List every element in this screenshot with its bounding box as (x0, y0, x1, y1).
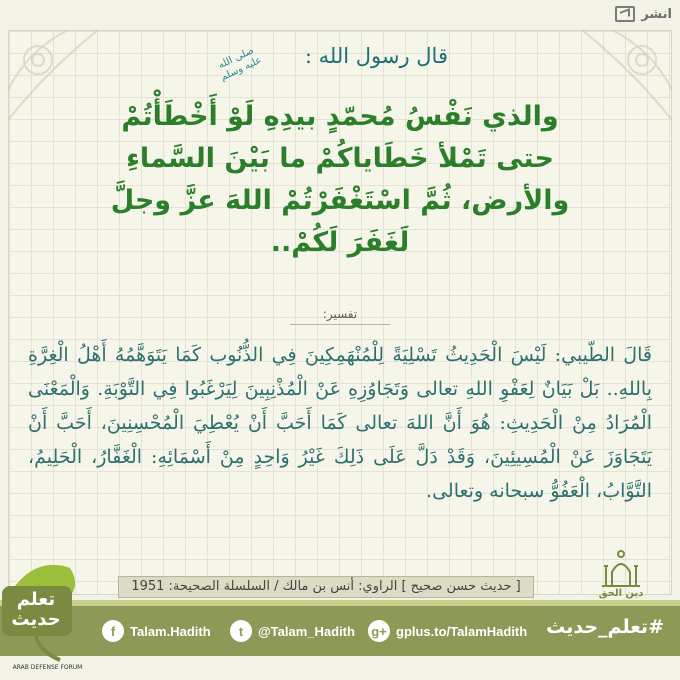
facebook-icon: f (102, 620, 124, 642)
facebook-link[interactable] (102, 618, 211, 644)
hadith-text (30, 96, 650, 264)
salla-calligraphy (212, 38, 266, 84)
hadith-line: والذي نَفْسُ مُحمّدٍ بيدِهِ لَوْ أَخْطَأْتُمْ (121, 101, 559, 132)
share-label: انشر (641, 6, 672, 22)
share-arrow-icon (615, 6, 635, 22)
hadith-line: والأرض، ثُمَّ اسْتَغْفَرْتُمْ اللهَ عزَّ وجلَّ (110, 185, 570, 216)
talam-hadith-label: تعلم حديث (11, 589, 61, 630)
salla-calligraphy-text: صلى الله عليه وسلم (216, 45, 264, 84)
twitter-icon: t (230, 620, 252, 642)
talam-hadith-logo (0, 560, 95, 680)
twitter-link[interactable] (230, 618, 355, 644)
deen-alhaq-label: دين الحق (598, 588, 644, 599)
speaker-line: قال رسول الله : (304, 44, 448, 68)
tafsir-divider (290, 324, 390, 325)
hashtag[interactable]: #تعلم_حديث (546, 616, 664, 638)
tafsir-label: تفسير: (322, 307, 358, 321)
tafsir-text: قَالَ الطّيبي: لَيْسَ الْحَدِيثُ تَسْلِيَةً لِلْمُنْهَمِكِينَ فِي الذُّنُوب كَمَا يَتَوَهَّمُهُ أَهْلُ الْغِرَّةِ بِاللهِ.. بَلْ بَيَانٌ لِعَفْوِ اللهِ تعالى وَتَجَاوُزِهِ عَنْ الْمُذْنِبِينَ لِيَرْغَبُوا فِي التَّوْبَةِ. وَالْمَعْنَى الْمُرَادُ مِنْ الْحَدِيثِ: هُوَ أَنَّ اللهَ تعالى كَمَا أَحَبَّ أَنْ يُعْطِيَ الْمُحْسِنِينَ، أَحَبَّ أَنْ يَتَجَاوَزَ عَنْ الْمُسِيئِينَ، وَقَدْ دَلَّ عَلَى ذَلِكَ غَيْرُ وَاحِدٍ مِنْ أَسْمَائِهِ: الْغَفَّارُ، الْحَلِيمُ، التَّوَّابُ، الْعَفُوُّ سبحانه وتعالى. (28, 344, 652, 502)
mosque-icon (598, 548, 644, 588)
hadith-line: لَغَفَرَ لَكُمْ.. (270, 227, 410, 258)
google-plus-icon: g+ (368, 620, 390, 642)
facebook-label: Talam.Hadith (130, 623, 211, 639)
share-button[interactable] (615, 4, 672, 24)
arab-defense-caption: ARAB DEFENSE FORUM (12, 664, 83, 671)
twitter-label: @Talam_Hadith (258, 623, 355, 639)
google-plus-link[interactable] (368, 618, 527, 644)
deen-alhaq-logo (598, 548, 644, 604)
google-plus-label: gplus.to/TalamHadith (396, 623, 528, 639)
hadith-line: حتى تَمْلأ خَطَاياكُمْ ما بَيْنَ السَّماءِ (126, 143, 554, 174)
hadith-source: [ حديث حسن صحيح ] الراوي: أنس بن مالك / السلسلة الصحيحة: 1951 (118, 576, 534, 598)
